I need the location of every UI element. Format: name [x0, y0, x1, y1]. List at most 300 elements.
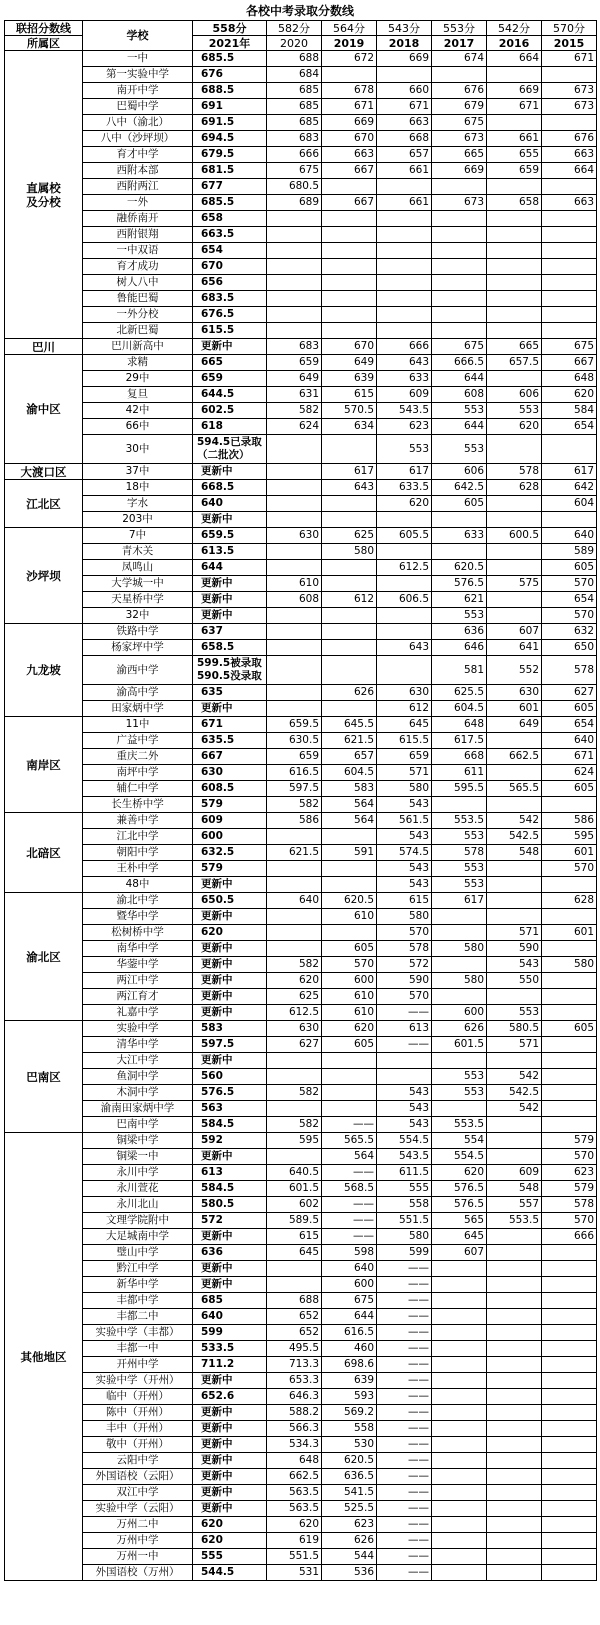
score-cell: 616.5 — [322, 1325, 377, 1341]
score-cell: 580 — [432, 941, 487, 957]
score-cell: —— — [377, 1437, 432, 1453]
score-2021: 609 — [193, 813, 267, 829]
score-cell: 623 — [542, 1165, 597, 1181]
score-cell: 671 — [322, 99, 377, 115]
score-cell: 633 — [432, 528, 487, 544]
score-cell — [322, 560, 377, 576]
score-cell — [267, 211, 322, 227]
score-cell — [542, 1293, 597, 1309]
score-cell — [487, 1421, 542, 1437]
score-cell: 579 — [542, 1133, 597, 1149]
score-2021: 600 — [193, 829, 267, 845]
score-cell: 625 — [322, 528, 377, 544]
score-cell: 670 — [322, 339, 377, 355]
score-cell — [542, 243, 597, 259]
score-cell — [487, 1277, 542, 1293]
score-cell: 617.5 — [432, 733, 487, 749]
score-cell: 659.5 — [267, 717, 322, 733]
score-cell: 542.5 — [487, 1085, 542, 1101]
score-cell — [322, 307, 377, 323]
score-cell: 590 — [487, 941, 542, 957]
score-2021: 671 — [193, 717, 267, 733]
table-row — [5, 1165, 597, 1181]
table-row — [5, 717, 597, 733]
score-cell: 648 — [432, 717, 487, 733]
score-2021: 560 — [193, 1069, 267, 1085]
score-cell — [487, 291, 542, 307]
score-cell: —— — [377, 1341, 432, 1357]
score-cell: 553 — [432, 1085, 487, 1101]
table-row — [5, 829, 597, 845]
table-row — [5, 1437, 597, 1453]
score-2021: 694.5 — [193, 131, 267, 147]
score-cell — [267, 464, 322, 480]
score-cell: 645 — [267, 1245, 322, 1261]
table-row — [5, 179, 597, 195]
score-cell: 634 — [322, 419, 377, 435]
score-cell: 668 — [377, 131, 432, 147]
table-row — [5, 1453, 597, 1469]
table-body — [5, 51, 597, 1581]
score-cell — [432, 1501, 487, 1517]
score-cell — [487, 544, 542, 560]
score-cell: 649 — [267, 371, 322, 387]
score-2021: 654 — [193, 243, 267, 259]
score-cell — [322, 179, 377, 195]
school-name: 丰都二中 — [83, 1309, 193, 1325]
table-row — [5, 1421, 597, 1437]
score-table — [4, 20, 597, 1581]
score-cell — [432, 243, 487, 259]
score-cell — [377, 227, 432, 243]
score-cell — [487, 608, 542, 624]
table-row — [5, 1213, 597, 1229]
score-cell: 628 — [487, 480, 542, 496]
score-cell: 685 — [267, 83, 322, 99]
score-cell — [432, 227, 487, 243]
school-name: 两江中学 — [83, 973, 193, 989]
score-cell: 605 — [542, 701, 597, 717]
school-name: 29中 — [83, 371, 193, 387]
school-name: 陈中（开州） — [83, 1405, 193, 1421]
header-year-2020: 2020 — [267, 36, 322, 51]
score-cell: 597.5 — [267, 781, 322, 797]
table-row — [5, 1549, 597, 1565]
school-name: 实验中学（丰都） — [83, 1325, 193, 1341]
district-cell: 其他地区 — [5, 1133, 83, 1581]
school-name: 渝西中学 — [83, 656, 193, 685]
score-cell — [432, 1309, 487, 1325]
score-cell: 550 — [487, 973, 542, 989]
score-cell: 544 — [322, 1549, 377, 1565]
score-cell: 543 — [377, 861, 432, 877]
score-cell: 665 — [487, 339, 542, 355]
score-cell: 604 — [542, 496, 597, 512]
score-2021: 563 — [193, 1101, 267, 1117]
table-row — [5, 1325, 597, 1341]
score-cell — [487, 227, 542, 243]
score-cell: 675 — [542, 339, 597, 355]
score-cell: 571 — [487, 925, 542, 941]
school-name: 凤鸣山 — [83, 560, 193, 576]
score-cell — [542, 1485, 597, 1501]
score-cell — [377, 243, 432, 259]
score-cell: 615.5 — [377, 733, 432, 749]
score-2021: 652.6 — [193, 1389, 267, 1405]
score-2021: 644.5 — [193, 387, 267, 403]
school-name: 实验中学 — [83, 1021, 193, 1037]
score-cell — [542, 1437, 597, 1453]
score-cell: 578 — [377, 941, 432, 957]
score-cell — [267, 480, 322, 496]
score-cell — [432, 1277, 487, 1293]
school-name: 永川北山 — [83, 1197, 193, 1213]
score-cell: 672 — [322, 51, 377, 67]
score-2021: 599.5被录取 590.5没录取 — [193, 656, 267, 685]
score-cell — [267, 925, 322, 941]
score-2021: 608.5 — [193, 781, 267, 797]
school-name: 第一实验中学 — [83, 67, 193, 83]
score-cell: —— — [377, 1309, 432, 1325]
score-2021: 更新中 — [193, 576, 267, 592]
score-cell — [542, 275, 597, 291]
table-row — [5, 307, 597, 323]
score-cell — [542, 1453, 597, 1469]
district-cell: 北碚区 — [5, 813, 83, 893]
school-name: 48中 — [83, 877, 193, 893]
score-cell: 570 — [542, 1149, 597, 1165]
score-cell: 620.5 — [322, 1453, 377, 1469]
school-name: 重庆二外 — [83, 749, 193, 765]
score-2021: 668.5 — [193, 480, 267, 496]
score-cell: 648 — [267, 1453, 322, 1469]
score-cell: 643 — [377, 355, 432, 371]
score-cell: 600 — [322, 973, 377, 989]
score-cell: 565.5 — [487, 781, 542, 797]
score-cell — [487, 1501, 542, 1517]
score-cell: 612.5 — [267, 1005, 322, 1021]
score-cell: 565.5 — [322, 1133, 377, 1149]
score-cell: 626 — [322, 1533, 377, 1549]
score-cell — [322, 435, 377, 464]
score-cell: —— — [377, 1485, 432, 1501]
score-cell: 605 — [542, 560, 597, 576]
score-cell: 605 — [432, 496, 487, 512]
score-cell — [267, 275, 322, 291]
score-cell: 543.5 — [377, 403, 432, 419]
score-cell: 669 — [432, 163, 487, 179]
score-cell: 662.5 — [487, 749, 542, 765]
score-cell: 570 — [377, 925, 432, 941]
score-2021: 632.5 — [193, 845, 267, 861]
school-name: 大江中学 — [83, 1053, 193, 1069]
score-cell: 551.5 — [377, 1213, 432, 1229]
score-2021: 676 — [193, 67, 267, 83]
score-cell — [542, 1085, 597, 1101]
score-cell: 630 — [487, 685, 542, 701]
school-name: 铜梁中学 — [83, 1133, 193, 1149]
score-cell: 595.5 — [432, 781, 487, 797]
score-cell — [432, 1341, 487, 1357]
score-cell: 607 — [487, 624, 542, 640]
score-cell: 553 — [432, 829, 487, 845]
score-cell — [267, 544, 322, 560]
score-cell: 623 — [377, 419, 432, 435]
score-cell — [322, 275, 377, 291]
score-cell — [487, 371, 542, 387]
score-cell — [487, 1341, 542, 1357]
table-row — [5, 1341, 597, 1357]
score-cell: 553 — [432, 403, 487, 419]
score-cell — [377, 307, 432, 323]
score-cell: 643 — [377, 640, 432, 656]
table-row — [5, 371, 597, 387]
score-2021: 620 — [193, 1533, 267, 1549]
header-year-2018: 2018 — [377, 36, 432, 51]
score-cell — [432, 544, 487, 560]
score-2021: 更新中 — [193, 592, 267, 608]
score-2021: 594.5已录取（二批次） — [193, 435, 267, 464]
score-2021: 更新中 — [193, 1373, 267, 1389]
score-2021: 597.5 — [193, 1037, 267, 1053]
score-cell: 640 — [542, 733, 597, 749]
score-cell — [542, 1277, 597, 1293]
score-cell — [377, 323, 432, 339]
table-row — [5, 877, 597, 893]
score-cell: 581 — [432, 656, 487, 685]
score-cell: 579 — [542, 1181, 597, 1197]
header-year-2017: 2017 — [432, 36, 487, 51]
score-cell — [267, 435, 322, 464]
score-cell: 572 — [377, 957, 432, 973]
score-cell: 661 — [377, 195, 432, 211]
score-cell: 620.5 — [432, 560, 487, 576]
school-name: 璧山中学 — [83, 1245, 193, 1261]
score-cell: —— — [377, 1037, 432, 1053]
score-cell: 646.3 — [267, 1389, 322, 1405]
score-cell — [267, 877, 322, 893]
score-2021: 更新中 — [193, 608, 267, 624]
school-name: 八中（渝北） — [83, 115, 193, 131]
table-row — [5, 1181, 597, 1197]
table-row — [5, 1469, 597, 1485]
score-cell: —— — [377, 1421, 432, 1437]
score-2021: 更新中 — [193, 1053, 267, 1069]
school-name: 长生桥中学 — [83, 797, 193, 813]
score-cell: 616.5 — [267, 765, 322, 781]
school-name: 暨华中学 — [83, 909, 193, 925]
score-cell: 688 — [267, 51, 322, 67]
score-cell: 595 — [267, 1133, 322, 1149]
score-cell — [542, 1421, 597, 1437]
header-year-2019: 2019 — [322, 36, 377, 51]
score-cell: 623 — [322, 1517, 377, 1533]
score-cell: 667 — [322, 163, 377, 179]
table-row — [5, 640, 597, 656]
score-cell: 553.5 — [432, 813, 487, 829]
table-row — [5, 99, 597, 115]
score-cell: 602 — [267, 1197, 322, 1213]
header-line-2019: 564分 — [322, 21, 377, 36]
score-cell — [432, 1261, 487, 1277]
score-cell: 644 — [432, 419, 487, 435]
score-cell: 601 — [542, 925, 597, 941]
table-row — [5, 592, 597, 608]
score-cell: 558 — [322, 1421, 377, 1437]
score-cell: 591 — [322, 845, 377, 861]
school-name: 永川萱花 — [83, 1181, 193, 1197]
school-name: 双江中学 — [83, 1485, 193, 1501]
school-name: 南坪中学 — [83, 765, 193, 781]
score-cell — [487, 323, 542, 339]
district-cell: 巴川 — [5, 339, 83, 355]
score-cell — [322, 608, 377, 624]
table-row — [5, 749, 597, 765]
score-2021: 599 — [193, 1325, 267, 1341]
score-cell: —— — [377, 1005, 432, 1021]
score-cell: 601 — [542, 845, 597, 861]
score-cell: —— — [377, 1501, 432, 1517]
score-cell — [377, 211, 432, 227]
score-cell — [432, 797, 487, 813]
table-row — [5, 1117, 597, 1133]
table-row — [5, 1373, 597, 1389]
score-cell — [267, 243, 322, 259]
score-cell — [487, 861, 542, 877]
score-cell: 578 — [542, 656, 597, 685]
table-row — [5, 403, 597, 419]
score-cell: 620 — [322, 1021, 377, 1037]
score-cell: 612.5 — [377, 560, 432, 576]
score-cell — [432, 1565, 487, 1581]
school-name: 大足城南中学 — [83, 1229, 193, 1245]
table-row — [5, 1261, 597, 1277]
score-cell: 553 — [487, 403, 542, 419]
score-cell: 609 — [377, 387, 432, 403]
score-2021: 650.5 — [193, 893, 267, 909]
score-cell — [432, 1549, 487, 1565]
score-cell: —— — [377, 1517, 432, 1533]
table-row — [5, 781, 597, 797]
score-cell: —— — [377, 1549, 432, 1565]
score-cell: 683 — [267, 339, 322, 355]
school-name: 西附本部 — [83, 163, 193, 179]
table-row — [5, 893, 597, 909]
score-cell: —— — [377, 1373, 432, 1389]
table-row — [5, 813, 597, 829]
table-row — [5, 608, 597, 624]
table-row — [5, 941, 597, 957]
score-cell — [487, 765, 542, 781]
score-cell: 673 — [542, 83, 597, 99]
score-2021: 681.5 — [193, 163, 267, 179]
header-year-2021: 2021年 — [193, 36, 267, 51]
table-row — [5, 1069, 597, 1085]
score-2021: 691.5 — [193, 115, 267, 131]
score-cell: 553.5 — [487, 1213, 542, 1229]
score-cell — [487, 592, 542, 608]
score-cell — [267, 861, 322, 877]
score-cell — [267, 291, 322, 307]
score-cell — [267, 1261, 322, 1277]
score-cell — [432, 1053, 487, 1069]
table-row — [5, 115, 597, 131]
score-2021: 更新中 — [193, 989, 267, 1005]
score-cell: 570 — [542, 861, 597, 877]
score-cell: 607 — [432, 1245, 487, 1261]
score-cell: 621.5 — [322, 733, 377, 749]
score-2021: 更新中 — [193, 1421, 267, 1437]
score-cell: 617 — [432, 893, 487, 909]
score-cell — [377, 291, 432, 307]
score-cell — [377, 1069, 432, 1085]
score-cell — [487, 496, 542, 512]
score-cell: 643 — [322, 480, 377, 496]
score-cell: 553 — [432, 1069, 487, 1085]
school-name: 求精 — [83, 355, 193, 371]
score-cell: 658 — [487, 195, 542, 211]
table-row — [5, 275, 597, 291]
table-row — [5, 83, 597, 99]
school-name: 外国语校（万州） — [83, 1565, 193, 1581]
score-cell: 541.5 — [322, 1485, 377, 1501]
table-row — [5, 765, 597, 781]
score-cell: 531 — [267, 1565, 322, 1581]
score-cell: 620 — [487, 419, 542, 435]
score-cell: 605 — [322, 1037, 377, 1053]
score-cell — [432, 1533, 487, 1549]
table-row — [5, 576, 597, 592]
school-name: 江北中学 — [83, 829, 193, 845]
school-name: 鱼洞中学 — [83, 1069, 193, 1085]
school-name: 青木关 — [83, 544, 193, 560]
score-cell: 553 — [432, 861, 487, 877]
score-cell: 551.5 — [267, 1549, 322, 1565]
score-cell — [542, 259, 597, 275]
score-cell: 543 — [377, 1117, 432, 1133]
score-cell — [432, 307, 487, 323]
table-row — [5, 291, 597, 307]
table-row — [5, 195, 597, 211]
score-cell: 628 — [542, 893, 597, 909]
table-row — [5, 797, 597, 813]
score-cell: 582 — [267, 957, 322, 973]
score-cell: 620 — [377, 496, 432, 512]
score-cell — [487, 1437, 542, 1453]
score-cell: 667 — [542, 355, 597, 371]
score-cell — [542, 512, 597, 528]
score-cell: 665 — [432, 147, 487, 163]
score-cell — [432, 275, 487, 291]
table-row — [5, 1389, 597, 1405]
score-cell: 676 — [542, 131, 597, 147]
score-cell — [267, 656, 322, 685]
score-cell: —— — [377, 1325, 432, 1341]
score-cell: 675 — [322, 1293, 377, 1309]
score-2021: 683.5 — [193, 291, 267, 307]
district-cell: 南岸区 — [5, 717, 83, 813]
score-2021: 592 — [193, 1133, 267, 1149]
score-cell — [432, 291, 487, 307]
score-cell: 582 — [267, 797, 322, 813]
score-cell: —— — [322, 1117, 377, 1133]
score-cell — [487, 1229, 542, 1245]
score-cell — [322, 861, 377, 877]
score-cell: 624 — [542, 765, 597, 781]
score-cell — [542, 1069, 597, 1085]
score-cell — [487, 733, 542, 749]
district-cell: 渝北区 — [5, 893, 83, 1021]
